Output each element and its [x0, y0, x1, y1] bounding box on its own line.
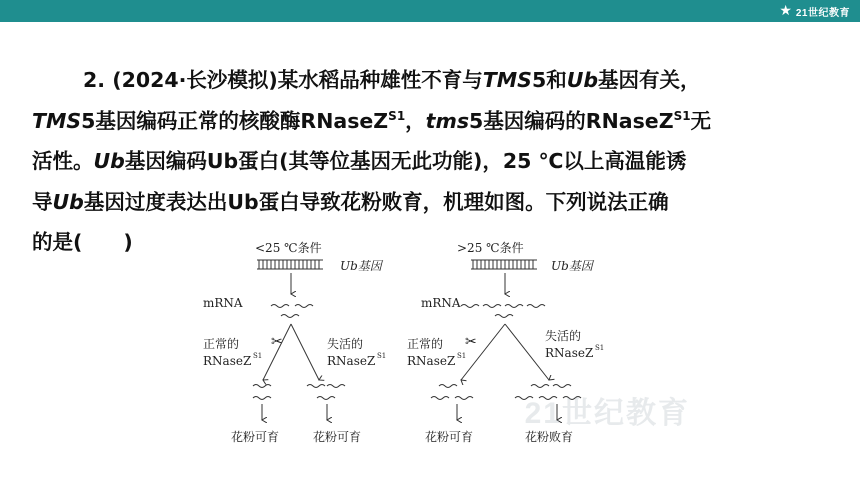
question-source: (2024·长沙模拟) — [112, 68, 278, 92]
arrow — [505, 324, 549, 380]
arrow — [291, 324, 319, 380]
inactive-enzyme-label: 失活的 — [327, 337, 364, 351]
logo — [779, 2, 850, 20]
condition-label: >25 ℃条件 — [457, 241, 524, 255]
question-text — [32, 60, 832, 263]
question-text-segment: 导 — [32, 189, 53, 214]
question-text-segment: 5 — [81, 108, 96, 133]
left-panel — [203, 240, 386, 444]
gene-name: Ub — [566, 68, 599, 92]
mrna-label: mRNA — [421, 296, 461, 310]
question-text-segment: 基因编码的RNaseZ — [483, 108, 674, 133]
question-text-segment: 5 — [531, 68, 547, 92]
question-text-segment: 和 — [546, 68, 567, 92]
mrna-label: mRNA — [203, 296, 243, 310]
answer-blank: 的是( ) — [32, 230, 133, 254]
superscript: S1 — [253, 352, 263, 360]
dna-strand — [471, 260, 537, 269]
arrow — [461, 324, 505, 380]
scissors-icon: ✂ — [271, 334, 283, 350]
gene-name: Ub — [52, 189, 84, 214]
normal-enzyme-name: RNaseZ — [203, 354, 252, 368]
question-number: 2. — [83, 68, 106, 92]
superscript: S1 — [457, 352, 467, 360]
normal-enzyme-label: 正常的 — [203, 337, 240, 351]
question-text-segment: 基因过度表达出Ub蛋白导致花粉败育，机理如图。下列说法正确 — [83, 189, 669, 214]
question-text-segment: 活性。 — [32, 149, 94, 173]
scissors-icon: ✂ — [465, 334, 477, 350]
outcome-label: 花粉可育 — [231, 430, 280, 444]
normal-enzyme-name: RNaseZ — [407, 354, 456, 368]
normal-enzyme-label: 正常的 — [407, 337, 444, 351]
question-text-segment: 某水稻品种雄性不育与 — [277, 68, 483, 92]
inactive-enzyme-name: RNaseZ — [327, 354, 376, 368]
gene-name: Ub — [93, 149, 125, 173]
outcome-label: 花粉败育 — [525, 430, 574, 444]
mrna-squiggle — [271, 305, 313, 318]
superscript: S1 — [377, 352, 387, 360]
question-text-segment: ， — [405, 108, 426, 133]
gene-label: Ub基因 — [551, 259, 593, 273]
question-text-segment: 无 — [690, 108, 712, 133]
superscript: S1 — [595, 344, 605, 352]
superscript: S1 — [673, 108, 691, 123]
question-text-segment: 基因有关， — [598, 68, 701, 92]
gene-label: Ub基因 — [340, 259, 382, 273]
watermark: 21世纪教育 — [524, 397, 690, 430]
fragments-right — [307, 385, 345, 400]
arrow — [263, 324, 291, 380]
outcome-label: 花粉可育 — [425, 430, 474, 444]
inactive-enzyme-name: RNaseZ — [545, 346, 594, 360]
outcome-label: 花粉可育 — [313, 430, 362, 444]
fragments-left — [431, 385, 473, 400]
superscript: S1 — [388, 108, 406, 123]
question-text-segment: 5 — [469, 108, 484, 133]
mrna-squiggle — [461, 305, 545, 318]
logo-text: 21世纪教育 — [795, 7, 850, 19]
gene-name: TMS — [32, 108, 82, 133]
dna-strand — [257, 260, 323, 269]
runner-icon: ★ — [779, 3, 792, 19]
header-bar — [0, 0, 860, 22]
gene-name: TMS — [482, 68, 532, 92]
condition-label: <25 ℃条件 — [255, 241, 322, 255]
question-text-segment: 基因编码Ub蛋白(其等位基因无此功能)，25 ℃以上高温能诱 — [124, 149, 687, 173]
fragments-left — [253, 385, 271, 400]
question-text-segment: 基因编码正常的核酸酶RNaseZ — [95, 108, 389, 133]
gene-name: tms — [425, 108, 470, 133]
inactive-enzyme-label: 失活的 — [545, 329, 582, 343]
